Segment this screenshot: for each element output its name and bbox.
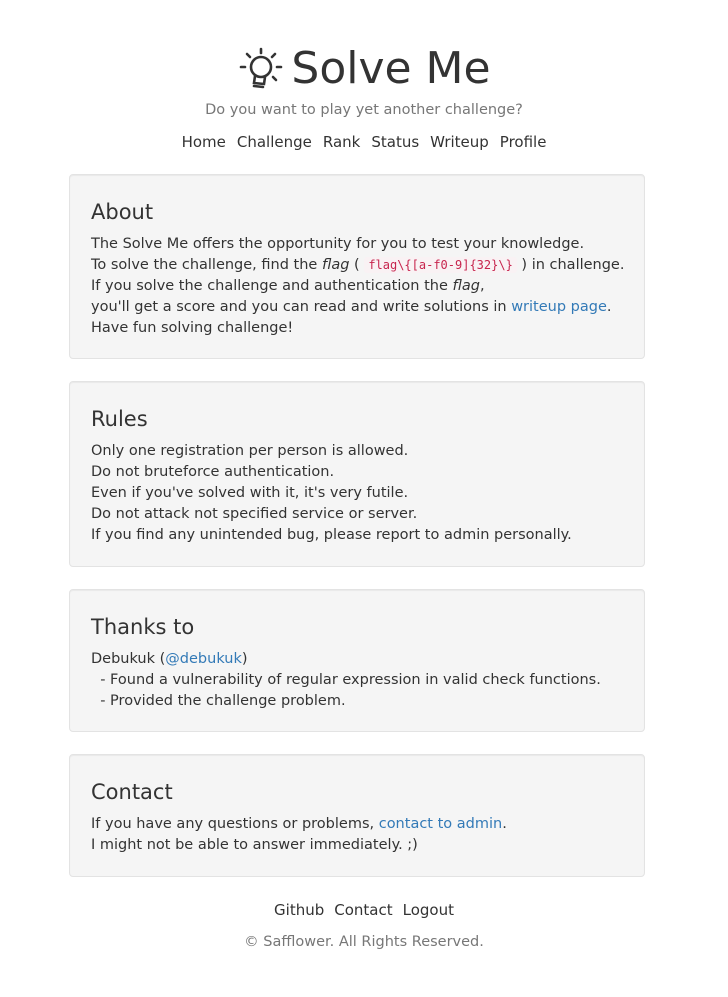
nav-challenge[interactable]: Challenge — [236, 133, 312, 151]
contact-panel — [69, 754, 645, 877]
about-line-2-text: To solve the challenge, find the — [91, 257, 322, 273]
main-nav — [0, 131, 728, 153]
writeup-page-link[interactable]: writeup page — [511, 299, 607, 315]
thanks-name-line — [91, 649, 623, 670]
rules-heading: Rules — [91, 407, 148, 431]
copyright: © Safflower. All Rights Reserved. — [244, 934, 484, 950]
about-line-4 — [91, 297, 623, 318]
footer-contact-link[interactable]: Contact — [334, 901, 393, 919]
about-line-3 — [91, 276, 623, 297]
about-line-1: The Solve Me offers the opportunity for you to test your knowledge. — [91, 236, 585, 252]
site-title: Solve Me — [291, 43, 491, 94]
rules-panel — [69, 381, 645, 567]
about-line-3-end: , — [479, 278, 485, 294]
nav-status[interactable]: Status — [371, 133, 420, 151]
footer-github-link[interactable]: Github — [274, 901, 325, 919]
footer-logout-link[interactable]: Logout — [402, 901, 454, 919]
open-paren: ( — [349, 257, 365, 273]
about-line-2 — [91, 255, 623, 276]
contact-line-1-text: If you have any questions or problems, — [91, 816, 379, 832]
footer-nav — [0, 899, 728, 921]
contact-line-1-end: . — [502, 816, 507, 832]
thanks-name: Debukuk ( — [91, 651, 166, 667]
lightbulb-icon — [237, 46, 283, 92]
title-row — [0, 40, 728, 98]
about-line-4-text: you'll get a score and you can read and write solutions in — [91, 299, 512, 315]
flag-word-2: flag — [452, 278, 480, 294]
about-line-3-text: If you solve the challenge and authentication the — [91, 278, 453, 294]
about-line-4-end: . — [606, 299, 612, 315]
rule-item: Only one registration per person is allowed. — [91, 443, 409, 459]
about-line-2-end: ) in challenge. — [516, 257, 625, 273]
nav-profile[interactable]: Profile — [499, 133, 547, 151]
debukuk-link[interactable]: @debukuk — [165, 651, 242, 667]
about-heading: About — [91, 200, 154, 224]
flag-word: flag — [321, 257, 350, 273]
rule-item: Do not bruteforce authentication. — [91, 464, 335, 480]
rule-item: If you find any unintended bug, please report to admin personally. — [91, 527, 572, 543]
nav-rank[interactable]: Rank — [322, 133, 361, 151]
rule-item: Even if you've solved with it, it's very futile. — [91, 485, 409, 501]
site-header — [0, 0, 728, 153]
site-subtitle: Do you want to play yet another challenge? — [205, 102, 523, 118]
flag-format-code: flag\{[a-f0-9]{32}\} — [364, 257, 517, 273]
rule-item: Do not attack not specified service or server. — [91, 506, 418, 522]
nav-home[interactable]: Home — [181, 133, 226, 151]
contact-admin-link[interactable]: contact to admin — [378, 816, 503, 832]
contact-heading: Contact — [91, 780, 173, 804]
thanks-item: - Provided the challenge problem. — [91, 693, 346, 709]
thanks-close: ) — [241, 651, 248, 667]
thanks-item: - Found a vulnerability of regular expression in valid check functions. — [91, 672, 601, 688]
site-footer — [0, 899, 728, 953]
about-panel — [69, 174, 645, 359]
thanks-heading: Thanks to — [91, 615, 195, 639]
nav-writeup[interactable]: Writeup — [430, 133, 489, 151]
contact-line-1 — [91, 814, 623, 835]
about-line-5: Have fun solving challenge! — [91, 320, 294, 336]
thanks-panel — [69, 589, 645, 732]
contact-line-2: I might not be able to answer immediately. ;) — [91, 837, 418, 853]
